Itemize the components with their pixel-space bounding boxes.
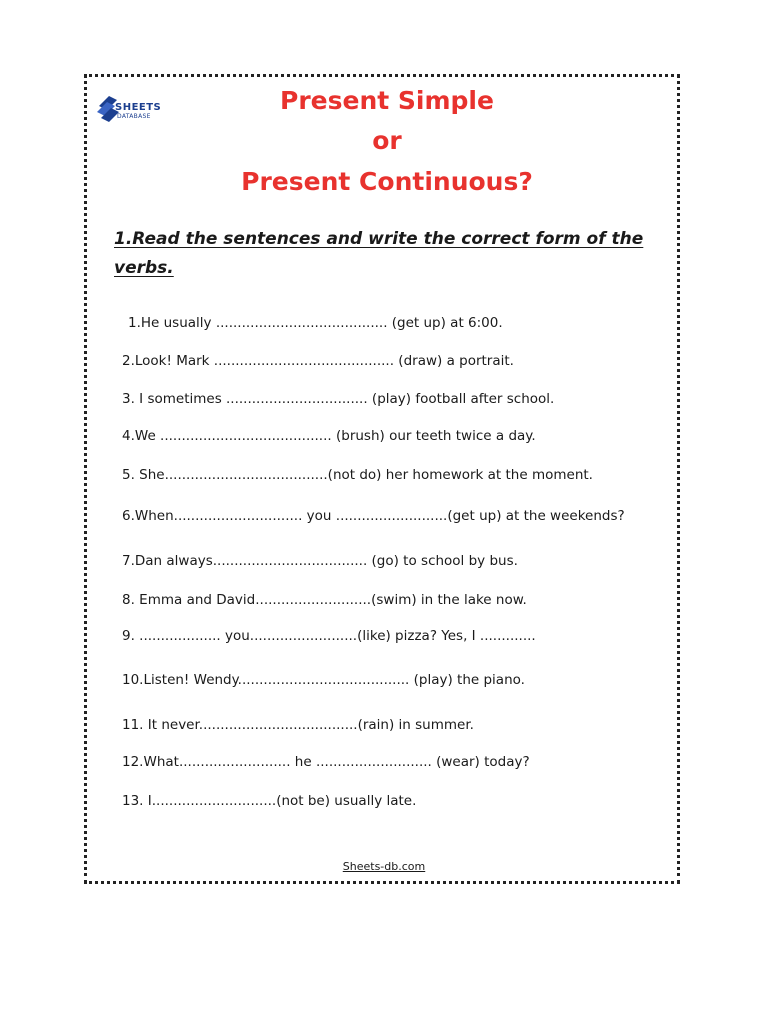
question-1: 1.He usually ........................................ (get up) at 6:00.	[128, 315, 503, 331]
question-13: 13. I.............................(not be) usually late.	[122, 793, 417, 809]
question-9: 9. ................... you.........................(like) pizza? Yes, I .............	[122, 628, 536, 644]
question-6: 6.When.............................. you ..........................(get up) at the weekends?	[122, 508, 625, 524]
question-4: 4.We ........................................ (brush) our teeth twice a day.	[122, 428, 536, 444]
question-5: 5. She......................................(not do) her homework at the moment.	[122, 467, 593, 483]
footer-link[interactable]: Sheets-db.com	[342, 860, 426, 873]
question-10: 10.Listen! Wendy........................................ (play) the piano.	[122, 672, 525, 688]
footer	[0, 860, 768, 873]
title-line-3: Present Continuous?	[241, 167, 533, 196]
question-12: 12.What.......................... he ........................... (wear) today?	[122, 754, 530, 770]
logo-word: SHEETS	[115, 102, 162, 113]
question-3: 3. I sometimes ................................. (play) football after school.	[122, 391, 555, 407]
logo-sub: DATABASE	[117, 113, 151, 120]
question-7: 7.Dan always.................................... (go) to school by bus.	[122, 553, 518, 569]
question-11: 11. It never.....................................(rain) in summer.	[122, 717, 474, 733]
question-2: 2.Look! Mark .......................................... (draw) a portrait.	[122, 353, 514, 369]
title-line-1: Present Simple	[280, 86, 494, 115]
question-8: 8. Emma and David...........................(swim) in the lake now.	[122, 592, 527, 608]
title-line-2: or	[372, 126, 402, 155]
instruction-heading: 1.Read the sentences and write the correct form of the verbs.	[114, 229, 644, 278]
